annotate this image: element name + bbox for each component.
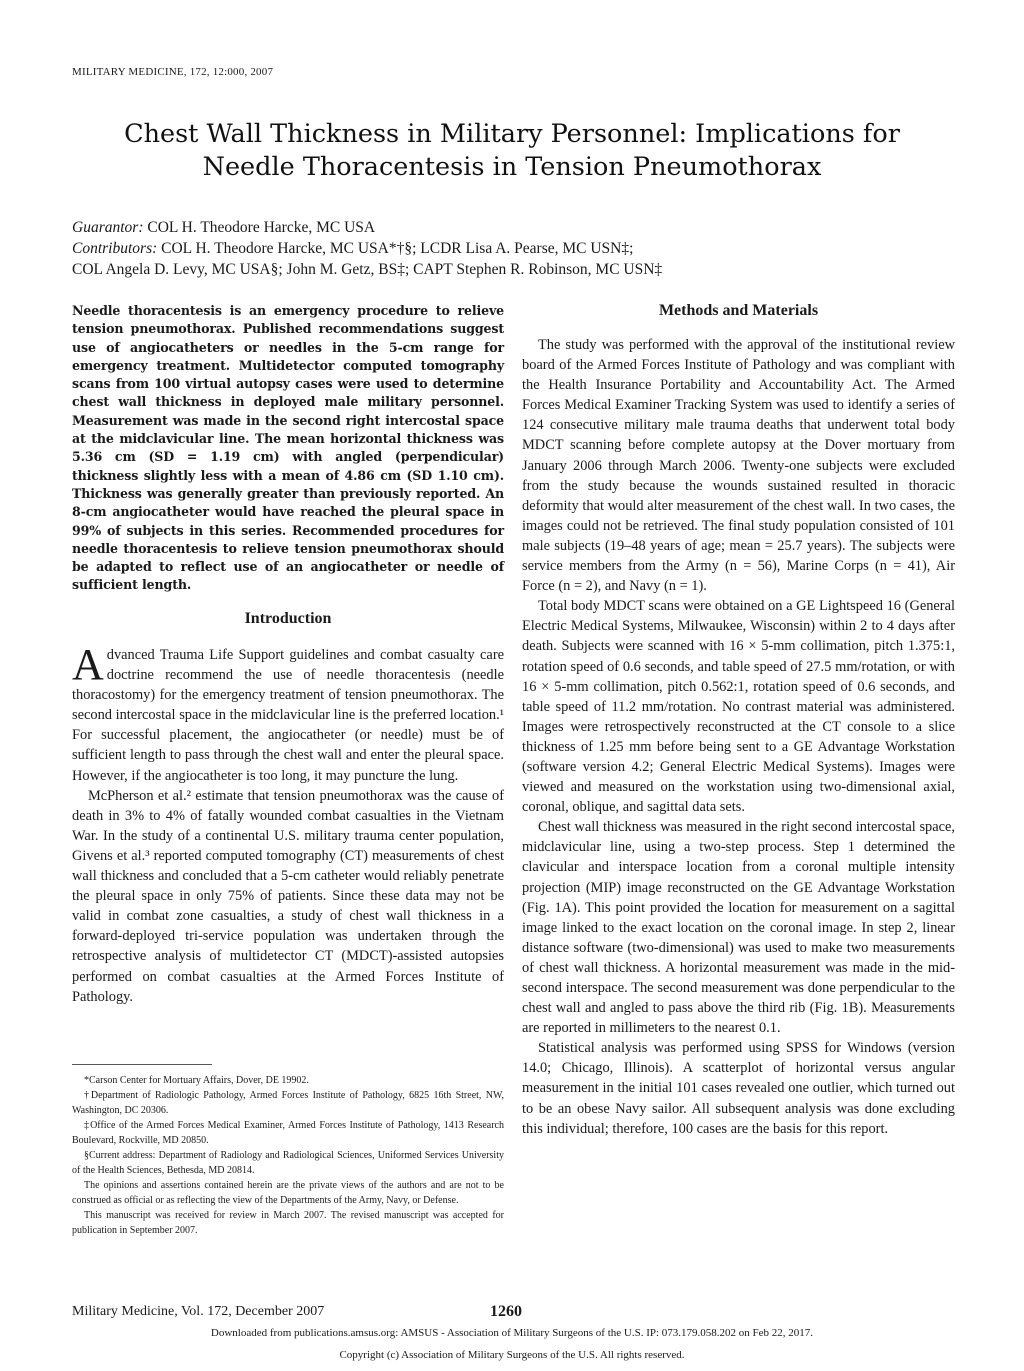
contributors-label: Contributors: xyxy=(72,240,158,257)
running-head: MILITARY MEDICINE, 172, 12:000, 2007 xyxy=(72,66,274,78)
title-line-1: Chest Wall Thickness in Military Personnel: Implications for xyxy=(124,119,900,149)
footnotes xyxy=(72,1073,504,1238)
download-notice: Downloaded from publications.amsus.org: AMSUS - Association of Military Surgeons of the U.S. IP: 073.179.058.202 on Feb 22, 2017. xyxy=(210,1327,814,1339)
contributors-names-1: COL H. Theodore Harcke, MC USA*†§; LCDR Lisa A. Pearse, MC USN‡; xyxy=(161,240,634,257)
methods-paragraph-2: Total body MDCT scans were obtained on a GE Lightspeed 16 (General Electric Medical Systems, Milwaukee, Wisconsin) within 2 to 4 days after death. Subjects were scanned with 16 × 5-mm collimation, pitch 1.375:1, rotation speed of 0.6 seconds, and table speed of 27.5 mm/rotation, or with 16 × 5-mm collimation, pitch 0.562:1, rotation speed of 0.6 seconds, and table speed of 11.2 mm/rotation. No contrast material was administered. Images were retrospectively reconstructed at the CT console to a slice thickness of 1.25 mm before being sent to a GE Advantage Workstation (software version 4.2; General Electric Medical Systems). Images were viewed and measured on the workstation using two-dimensional axial, coronal, oblique, and sagittal data sets. xyxy=(522,598,955,816)
title-line-2: Needle Thoracentesis in Tension Pneumothorax xyxy=(202,152,822,182)
guarantor-line xyxy=(72,217,972,238)
introduction-heading: Introduction xyxy=(244,610,332,627)
contributors-names-2: COL Angela D. Levy, MC USA§; John M. Getz, BS‡; CAPT Stephen R. Robinson, MC USN‡ xyxy=(72,261,663,278)
author-credits xyxy=(72,217,972,280)
methods-paragraph-4: Statistical analysis was performed using SPSS for Windows (version 14.0; Chicago, Illinois). A scatterplot of horizontal versus angular measurement in the initial 101 cases revealed one outlier, which turned out to be an obese Navy sailor. All subsequent analysis was done excluding this individual; therefore, 100 cases are the basis for this report. xyxy=(522,1040,955,1137)
footnote-3: ‡Office of the Armed Forces Medical Examiner, Armed Forces Institute of Pathology, 1413 Research Boulevard, Rockville, MD 20850. xyxy=(72,1120,504,1146)
introduction-paragraph-2: McPherson et al.² estimate that tension pneumothorax was the cause of death in 3% to 4% of fatally wounded combat casualties in the Vietnam War. In the study of a continental U.S. military trauma center population, Givens et al.³ reported computed tomography (CT) measurements of chest wall thickness and concluded that a 5-cm catheter would reliably penetrate the pleural space in only 75% of patients. Since these data may not be valid in combat zone casualties, a study of chest wall thickness in a forward-deployed tri-service population was undertaken through the retrospective analysis of multidetector CT (MDCT)-assisted autopsies performed on combat casualties at the Armed Forces Institute of Pathology. xyxy=(72,787,504,1005)
methods-body xyxy=(522,335,955,1139)
abstract: Needle thoracentesis is an emergency procedure to relieve tension pneumothorax. Published recommendations suggest use of angiocatheters or needles in the 5-cm range for emergency treatment. Multidetector computed tomography scans from 100 virtual autopsy cases were used to determine chest wall thickness in deployed male military personnel. Measurement was made in the second right intercostal space at the midclavicular line. The mean horizontal thickness was 5.36 cm (SD = 1.19 cm) with angled (perpendicular) thickness slightly less with a mean of 4.86 cm (SD 1.10 cm). Thickness was generally greater than previously reported. An 8-cm angiocatheter would have reached the pleural space in 99% of subjects in this series. Recommended procedures for needle thoracentesis to relieve tension pneumothorax should be adapted to reflect use of an angiocatheter or needle of sufficient length. xyxy=(72,303,504,593)
journal-footer: Military Medicine, Vol. 172, December 2007 xyxy=(72,1304,325,1319)
footnote-divider xyxy=(72,1064,212,1065)
guarantor-label: Guarantor: xyxy=(72,219,144,236)
drop-cap: A xyxy=(72,640,104,689)
footnote-received: This manuscript was received for review in March 2007. The revised manuscript was accepted for publication in September 2007. xyxy=(72,1210,504,1236)
introduction-paragraph-1-text: dvanced Trauma Life Support guidelines and combat casualty care doctrine recommend the use of needle thoracentesis (needle thoracostomy) for the emergency treatment of tension pneumothorax. The second intercostal space in the midclavicular line is the preferred location.¹ For successful placement, the angiocatheter (or needle) must be of sufficient length to pass through the chest wall and enter the pleural space. However, if the angiocatheter is too long, it may puncture the lung. xyxy=(72,647,504,784)
footnote-1: *Carson Center for Mortuary Affairs, Dover, DE 19902. xyxy=(84,1075,309,1086)
page-number: 1260 xyxy=(490,1303,522,1320)
footnote-disclaimer: The opinions and assertions contained herein are the private views of the authors and are not to be construed as official or as reflecting the view of the Departments of the Army, Navy, or Defense. xyxy=(72,1180,504,1206)
copyright-notice: Copyright (c) Association of Military Surgeons of the U.S. All rights reserved. xyxy=(339,1349,685,1361)
introduction-body xyxy=(72,640,504,1007)
contributors-line xyxy=(72,238,972,259)
footnote-2: †Department of Radiologic Pathology, Armed Forces Institute of Pathology, 6825 16th Street, NW, Washington, DC 20306. xyxy=(72,1090,504,1116)
methods-paragraph-3: Chest wall thickness was measured in the right second intercostal space, midclavicular line, using a two-step process. Step 1 determined the clavicular and interspace location from a coronal multiple intensity projection (MIP) image reconstructed on the GE Advantage Workstation (Fig. 1A). This point provided the location for measurement on a sagittal image linked to the exact location on the coronal image. In step 2, linear distance software (two-dimensional) was used to make two measurements of chest wall thickness. A horizontal measurement was made in the mid-second interspace. The second measurement was done perpendicular to the chest wall and angled to pass above the third rib (Fig. 1B). Measurements are reported in millimeters to the nearest 0.1. xyxy=(522,819,955,1037)
methods-heading: Methods and Materials xyxy=(658,302,819,319)
methods-paragraph-1: The study was performed with the approval of the institutional review board of the Armed Forces Institute of Pathology and was compliant with the Health Insurance Portability and Accountability Act. The Armed Forces Medical Examiner Tracking System was used to identify a series of 124 consecutive military male trauma deaths that underwent total body MDCT scanning before complete autopsy at the Dover mortuary from January 2006 through March 2006. Twenty-one subjects were excluded from the study because the wounds sustained resulted in thoracic deformity that would alter measurement of the chest wall. In two cases, the images could not be retrieved. The final study population consisted of 101 male subjects (19–48 years of age; mean = 25.7 years). The subjects were service members from the Army (n = 56), Marine Corps (n = 41), Air Force (n = 2), and Navy (n = 1). xyxy=(522,337,955,595)
guarantor-name: COL H. Theodore Harcke, MC USA xyxy=(147,219,376,236)
article-title xyxy=(60,118,964,184)
footnote-4: §Current address: Department of Radiology and Radiological Sciences, Uniformed Services University of the Health Sciences, Bethesda, MD 20814. xyxy=(72,1150,504,1176)
introduction-paragraph-1 xyxy=(72,640,504,786)
